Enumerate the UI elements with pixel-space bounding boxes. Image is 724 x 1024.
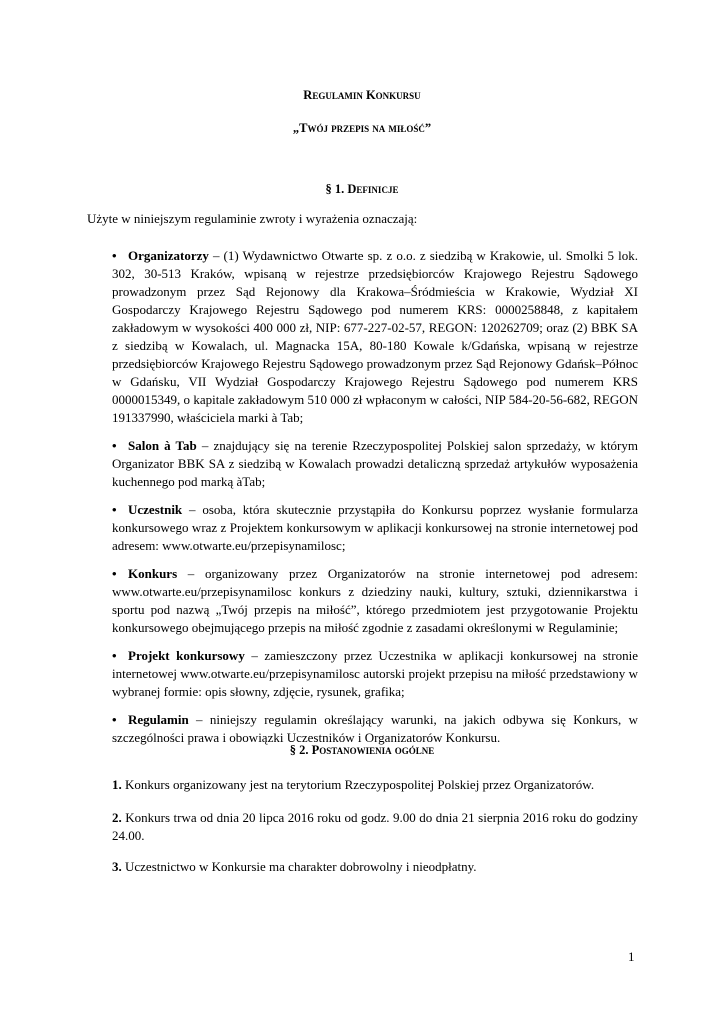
document-subtitle: „Twój przepis na miłość” — [292, 121, 432, 135]
page-number: 1 — [628, 949, 635, 964]
definition-item — [112, 437, 638, 491]
definition-text: – organizowany przez Organizatorów na stronie internetowej pod adresem: www.otwarte.eu/przepisynamilosc konkurs z dziedziny nauki, kultury, sztuki, dziennikarstwa i sportu pod nazwą „Twój przepis na miłość”, którego przedmiotem jest przygotowanie Projektu konkursowego obejmującego przepis na miłość zgodnie z zasadami określonymi w Regulaminie; — [112, 566, 638, 635]
bullet-icon: • — [112, 502, 117, 517]
section-2-point — [112, 858, 638, 876]
definition-text: – znajdujący się na terenie Rzeczypospolitej Polskiej salon sprzedaży, w którym Organizator BBK SA z siedzibą w Kowalach prowadzi detaliczną sprzedaż artykułów wyposażenia kuchennego pod marką àTab; — [112, 438, 638, 489]
definition-item — [112, 247, 638, 427]
bullet-icon: • — [112, 438, 117, 453]
bullet-icon: • — [112, 712, 117, 727]
definition-term: Organizatorzy — [128, 248, 209, 263]
bullet-icon: • — [112, 248, 117, 263]
section-2-heading: § 2. Postanowienia ogólne — [289, 743, 435, 757]
section-1-intro: Użyte w niniejszym regulaminie zwroty i wyrażenia oznaczają: — [87, 211, 418, 226]
definition-text: – niniejszy regulamin określający warunki, na jakich odbywa się Konkurs, w szczególności prawa i obowiązki Uczestników i Organizatorów Konkursu. — [112, 712, 638, 745]
definition-item — [112, 647, 638, 701]
definition-term: Salon à Tab — [128, 438, 197, 453]
point-text: Konkurs organizowany jest na terytorium Rzeczypospolitej Polskiej przez Organizatorów. — [121, 777, 595, 792]
bullet-icon: • — [112, 566, 117, 581]
definition-term: Uczestnik — [128, 502, 183, 517]
document-title: Regulamin Konkursu — [303, 88, 421, 102]
definition-item — [112, 711, 638, 747]
section-2-point — [112, 776, 638, 794]
definition-item — [112, 501, 638, 555]
definition-term: Konkurs — [128, 566, 178, 581]
definition-term: Regulamin — [128, 712, 189, 727]
point-text: Konkurs trwa od dnia 20 lipca 2016 roku od godz. 9.00 do dnia 21 sierpnia 2016 roku do godziny 24.00. — [112, 810, 638, 843]
definition-item — [112, 565, 638, 637]
definitions-list — [112, 247, 638, 757]
section-1-heading: § 1. Definicje — [325, 182, 399, 196]
section-2-point — [112, 809, 638, 845]
bullet-icon: • — [112, 648, 117, 663]
point-number: 3. — [112, 859, 122, 874]
definition-text: – zamieszczony przez Uczestnika w aplikacji konkursowej na stronie internetowej www.otwarte.eu/przepisynamilosc autorski projekt przepisu na miłość przedstawiony w wybranej formie: opis słowny, zdjęcie, rysunek, grafika; — [112, 648, 638, 699]
definition-text: – (1) Wydawnictwo Otwarte sp. z o.o. z siedzibą w Krakowie, ul. Smolki 5 lok. 302, 30-513 Kraków, wpisaną w rejestrze przedsiębiorców Krajowego Rejestru Sądowego prowadzonym przez Sąd Rejonowy dla Krakowa–Śródmieścia w Krakowie, Wydział XI Gospodarczy Krajowego Rejestru Sądowego pod numerem KRS: 0000258848, z kapitałem zakładowym w wysokości 400 000 zł, NIP: 677-227-02-57, REGON: 120262709; oraz (2) BBK SA z siedzibą w Kowalach, ul. Magnacka 15A, 80-180 Kowale k/Gdańska, wpisaną w rejestrze przedsiębiorców Krajowego Rejestru Sądowego prowadzonym przez Sąd Rejonowy Gdańsk–Północ w Gdańsku, VII Wydział Gospodarczy Krajowego Rejestru Sądowego pod numerem KRS 0000015349, o kapitale zakładowym 510 000 zł wpłaconym w całości, NIP 584-20-56-682, REGON 191337990, właściciela marki à Tab; — [112, 248, 638, 425]
point-text: Uczestnictwo w Konkursie ma charakter dobrowolny i nieodpłatny. — [121, 859, 477, 874]
point-number: 1. — [112, 777, 122, 792]
point-number: 2. — [112, 810, 122, 825]
definition-text: – osoba, która skutecznie przystąpiła do Konkursu poprzez wysłanie formularza konkursowego wraz z Projektem konkursowym w aplikacji konkursowej na stronie internetowej pod adresem: www.otwarte.eu/przepisynamilosc; — [112, 502, 638, 553]
definition-term: Projekt konkursowy — [128, 648, 245, 663]
